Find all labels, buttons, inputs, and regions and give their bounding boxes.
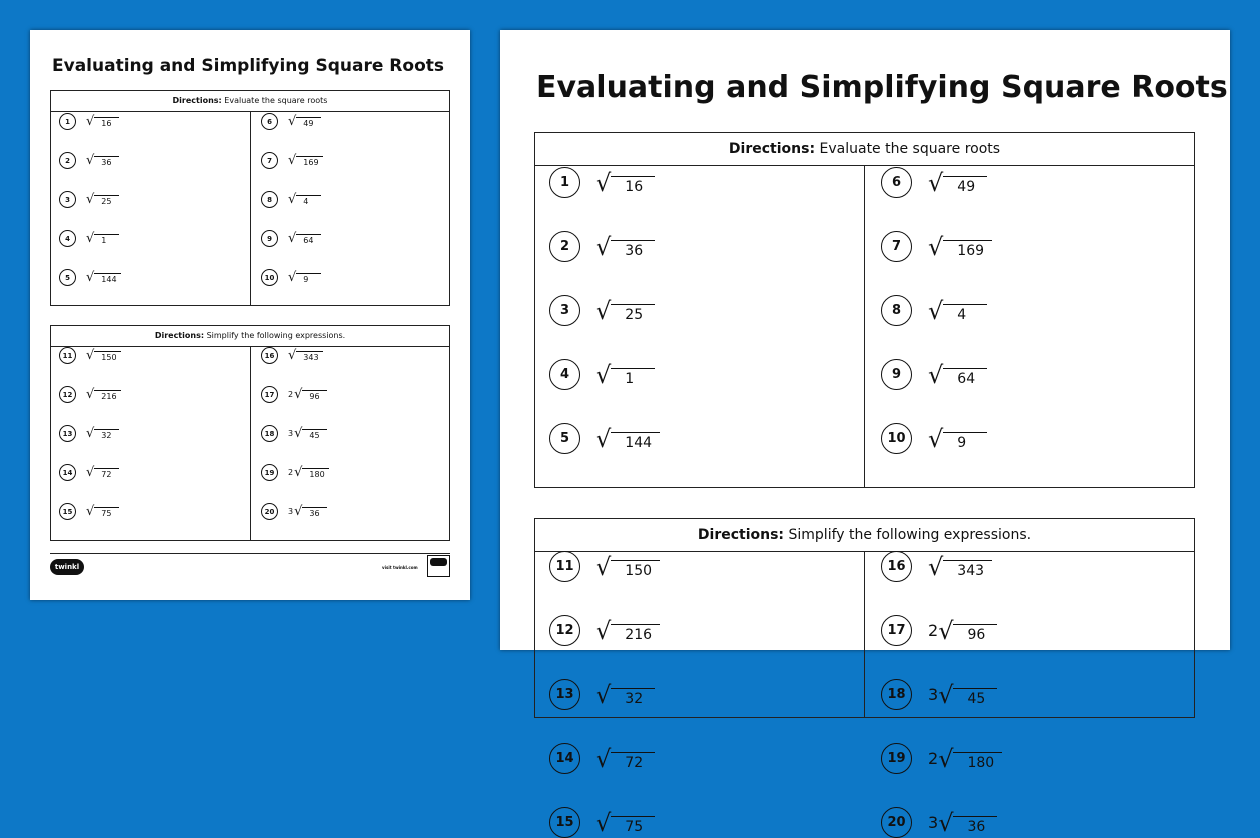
radical-sign-icon: √	[86, 465, 95, 480]
question-10	[261, 269, 321, 286]
square-root-expression	[288, 349, 323, 362]
radicand: 343	[943, 560, 992, 579]
square-root-expression	[596, 296, 655, 325]
square-root-expression	[596, 616, 660, 645]
square-root-expression	[86, 349, 121, 362]
radical-sign-icon: √	[294, 426, 303, 441]
question-20	[261, 503, 327, 520]
worksheet-zoomed	[500, 30, 1230, 837]
question-number-badge: 7	[261, 152, 278, 169]
section-1-box-large	[534, 132, 1195, 488]
radicand: 25	[94, 195, 119, 206]
radical-sign-icon: √	[928, 232, 944, 261]
question-6	[261, 113, 321, 130]
radicand: 16	[611, 176, 655, 195]
radicand: 96	[302, 390, 327, 401]
question-2	[59, 152, 119, 169]
radical-sign-icon: √	[938, 744, 954, 773]
question-number-badge: 1	[59, 113, 76, 130]
radical-sign-icon: √	[294, 387, 303, 402]
radicand: 64	[943, 368, 987, 387]
question-number-badge: 19	[881, 743, 912, 774]
question-11	[59, 347, 121, 364]
question-19	[261, 464, 329, 481]
square-root-expression	[86, 271, 121, 284]
question-number-badge: 3	[549, 295, 580, 326]
section-1-box	[50, 90, 450, 306]
radical-sign-icon: √	[288, 231, 297, 246]
square-root-expression	[294, 466, 329, 479]
radical-sign-icon: √	[86, 114, 95, 129]
radical-sign-icon: √	[86, 153, 95, 168]
section-1-directions-large: Directions: Evaluate the square roots	[535, 133, 1194, 166]
question-number-badge: 15	[549, 807, 580, 838]
radical-sign-icon: √	[596, 296, 612, 325]
square-root-expression	[86, 115, 119, 128]
square-root-expression	[928, 552, 992, 581]
question-number-badge: 18	[261, 425, 278, 442]
question-number-badge: 8	[261, 191, 278, 208]
radical-sign-icon: √	[596, 616, 612, 645]
section-2-box-large	[534, 518, 1195, 837]
radical-sign-icon: √	[86, 504, 95, 519]
radicand: 1	[94, 234, 119, 245]
radical-sign-icon: √	[86, 348, 95, 363]
radicand: 150	[611, 560, 660, 579]
question-number-badge: 2	[59, 152, 76, 169]
square-root-expression	[938, 744, 1002, 773]
square-root-expression	[938, 808, 997, 837]
radical-sign-icon: √	[86, 270, 95, 285]
question-number-badge: 5	[549, 423, 580, 454]
question-number-badge: 13	[549, 679, 580, 710]
question-3	[549, 295, 655, 326]
question-10	[881, 423, 987, 454]
radicand: 36	[611, 240, 655, 259]
radical-sign-icon: √	[928, 360, 944, 389]
square-root-expression	[288, 193, 321, 206]
question-number-badge: 17	[881, 615, 912, 646]
radical-sign-icon: √	[288, 192, 297, 207]
radical-sign-icon: √	[596, 744, 612, 773]
radical-sign-icon: √	[86, 192, 95, 207]
question-number-badge: 13	[59, 425, 76, 442]
question-number-badge: 6	[261, 113, 278, 130]
question-18	[261, 425, 327, 442]
radicand: 72	[611, 752, 655, 771]
square-root-expression	[928, 168, 987, 197]
question-number-badge: 8	[881, 295, 912, 326]
radicand: 1	[611, 368, 655, 387]
radicand: 169	[943, 240, 992, 259]
square-root-expression	[294, 505, 327, 518]
radicand: 45	[953, 688, 997, 707]
radicand: 49	[296, 117, 321, 128]
question-4	[59, 230, 119, 247]
question-9	[881, 359, 987, 390]
section-2-box	[50, 325, 450, 541]
coefficient: 3	[288, 507, 294, 516]
question-5	[549, 423, 660, 454]
question-number-badge: 16	[261, 347, 278, 364]
radical-sign-icon: √	[294, 504, 303, 519]
radicand: 96	[953, 624, 997, 643]
question-number-badge: 9	[261, 230, 278, 247]
radicand: 16	[94, 117, 119, 128]
radicand: 36	[302, 507, 327, 518]
radicand: 72	[94, 468, 119, 479]
radicand: 9	[296, 273, 321, 284]
radical-sign-icon: √	[596, 552, 612, 581]
radicand: 343	[296, 351, 322, 362]
question-number-badge: 2	[549, 231, 580, 262]
radical-sign-icon: √	[596, 168, 612, 197]
square-root-expression	[288, 271, 321, 284]
radicand: 25	[611, 304, 655, 323]
question-16	[881, 551, 992, 582]
radicand: 4	[296, 195, 321, 206]
radical-sign-icon: √	[294, 465, 303, 480]
question-6	[881, 167, 987, 198]
question-16	[261, 347, 323, 364]
radicand: 75	[611, 816, 655, 835]
footer-badge	[427, 555, 450, 577]
radicand: 169	[296, 156, 322, 167]
coefficient: 2	[928, 749, 939, 768]
square-root-expression	[596, 808, 655, 837]
radical-sign-icon: √	[288, 348, 297, 363]
radical-sign-icon: √	[596, 360, 612, 389]
radicand: 45	[302, 429, 327, 440]
radical-sign-icon: √	[938, 616, 954, 645]
radicand: 75	[94, 507, 119, 518]
coefficient: 3	[288, 429, 294, 438]
radical-sign-icon: √	[86, 387, 95, 402]
radical-sign-icon: √	[86, 231, 95, 246]
square-root-expression	[596, 424, 660, 453]
radical-sign-icon: √	[938, 680, 954, 709]
coefficient: 3	[928, 813, 939, 832]
question-number-badge: 10	[881, 423, 912, 454]
radicand: 150	[94, 351, 120, 362]
question-19	[881, 743, 1002, 774]
radical-sign-icon: √	[86, 426, 95, 441]
radical-sign-icon: √	[938, 808, 954, 837]
square-root-expression	[86, 427, 119, 440]
radical-sign-icon: √	[928, 424, 944, 453]
radicand: 36	[94, 156, 119, 167]
question-4	[549, 359, 655, 390]
square-root-expression	[86, 154, 119, 167]
worksheet-title: Evaluating and Simplifying Square Roots	[52, 56, 444, 76]
coefficient: 2	[288, 390, 294, 399]
radical-sign-icon: √	[596, 680, 612, 709]
square-root-expression	[288, 232, 321, 245]
radicand: 216	[94, 390, 120, 401]
radicand: 180	[302, 468, 328, 479]
question-7	[261, 152, 323, 169]
question-18	[881, 679, 997, 710]
square-root-expression	[928, 296, 987, 325]
square-root-expression	[294, 427, 327, 440]
question-20	[881, 807, 997, 838]
square-root-expression	[596, 360, 655, 389]
square-root-expression	[86, 505, 119, 518]
question-number-badge: 9	[881, 359, 912, 390]
question-number-badge: 15	[59, 503, 76, 520]
radicand: 144	[611, 432, 660, 451]
question-14	[59, 464, 119, 481]
radical-sign-icon: √	[928, 168, 944, 197]
question-number-badge: 14	[549, 743, 580, 774]
question-13	[59, 425, 119, 442]
square-root-expression	[294, 388, 327, 401]
question-8	[261, 191, 321, 208]
radicand: 36	[953, 816, 997, 835]
question-1	[549, 167, 655, 198]
square-root-expression	[288, 154, 323, 167]
square-root-expression	[86, 388, 121, 401]
question-number-badge: 19	[261, 464, 278, 481]
radicand: 64	[296, 234, 321, 245]
radicand: 9	[943, 432, 987, 451]
section-2-directions-large: Directions: Simplify the following expressions.	[535, 519, 1194, 552]
square-root-expression	[928, 424, 987, 453]
question-number-badge: 10	[261, 269, 278, 286]
radical-sign-icon: √	[596, 808, 612, 837]
question-number-badge: 1	[549, 167, 580, 198]
question-number-badge: 12	[59, 386, 76, 403]
radicand: 180	[953, 752, 1002, 771]
question-14	[549, 743, 655, 774]
radicand: 49	[943, 176, 987, 195]
question-17	[261, 386, 327, 403]
question-2	[549, 231, 655, 262]
question-number-badge: 17	[261, 386, 278, 403]
worksheet-title-large: Evaluating and Simplifying Square Roots	[536, 70, 1228, 105]
square-root-expression	[86, 466, 119, 479]
square-root-expression	[928, 360, 987, 389]
radical-sign-icon: √	[928, 552, 944, 581]
question-number-badge: 12	[549, 615, 580, 646]
section-1-directions: Directions: Evaluate the square roots	[51, 91, 449, 112]
question-5	[59, 269, 121, 286]
question-11	[549, 551, 660, 582]
question-15	[549, 807, 655, 838]
worksheet-preview-small	[30, 30, 470, 600]
radicand: 32	[94, 429, 119, 440]
coefficient: 2	[928, 621, 939, 640]
square-root-expression	[288, 115, 321, 128]
question-number-badge: 11	[549, 551, 580, 582]
square-root-expression	[86, 232, 119, 245]
question-number-badge: 16	[881, 551, 912, 582]
footer-url: visit twinkl.com	[382, 565, 418, 570]
question-number-badge: 20	[261, 503, 278, 520]
radical-sign-icon: √	[288, 270, 297, 285]
square-root-expression	[596, 168, 655, 197]
coefficient: 3	[928, 685, 939, 704]
radical-sign-icon: √	[596, 232, 612, 261]
question-1	[59, 113, 119, 130]
square-root-expression	[596, 552, 660, 581]
question-8	[881, 295, 987, 326]
question-9	[261, 230, 321, 247]
radicand: 216	[611, 624, 660, 643]
square-root-expression	[86, 193, 119, 206]
question-13	[549, 679, 655, 710]
square-root-expression	[938, 616, 997, 645]
question-number-badge: 14	[59, 464, 76, 481]
twinkl-logo: twinkl	[50, 559, 84, 575]
question-number-badge: 6	[881, 167, 912, 198]
question-17	[881, 615, 997, 646]
question-number-badge: 18	[881, 679, 912, 710]
square-root-expression	[596, 744, 655, 773]
radical-sign-icon: √	[288, 153, 297, 168]
radicand: 32	[611, 688, 655, 707]
question-number-badge: 20	[881, 807, 912, 838]
radicand: 144	[94, 273, 120, 284]
question-12	[549, 615, 660, 646]
radical-sign-icon: √	[928, 296, 944, 325]
question-7	[881, 231, 992, 262]
square-root-expression	[938, 680, 997, 709]
square-root-expression	[928, 232, 992, 261]
question-number-badge: 11	[59, 347, 76, 364]
section-2-directions: Directions: Simplify the following expressions.	[51, 326, 449, 347]
radical-sign-icon: √	[288, 114, 297, 129]
question-number-badge: 5	[59, 269, 76, 286]
square-root-expression	[596, 232, 655, 261]
radicand: 4	[943, 304, 987, 323]
question-number-badge: 3	[59, 191, 76, 208]
question-12	[59, 386, 121, 403]
square-root-expression	[596, 680, 655, 709]
question-15	[59, 503, 119, 520]
coefficient: 2	[288, 468, 294, 477]
question-number-badge: 4	[549, 359, 580, 390]
question-number-badge: 4	[59, 230, 76, 247]
question-number-badge: 7	[881, 231, 912, 262]
radical-sign-icon: √	[596, 424, 612, 453]
question-3	[59, 191, 119, 208]
